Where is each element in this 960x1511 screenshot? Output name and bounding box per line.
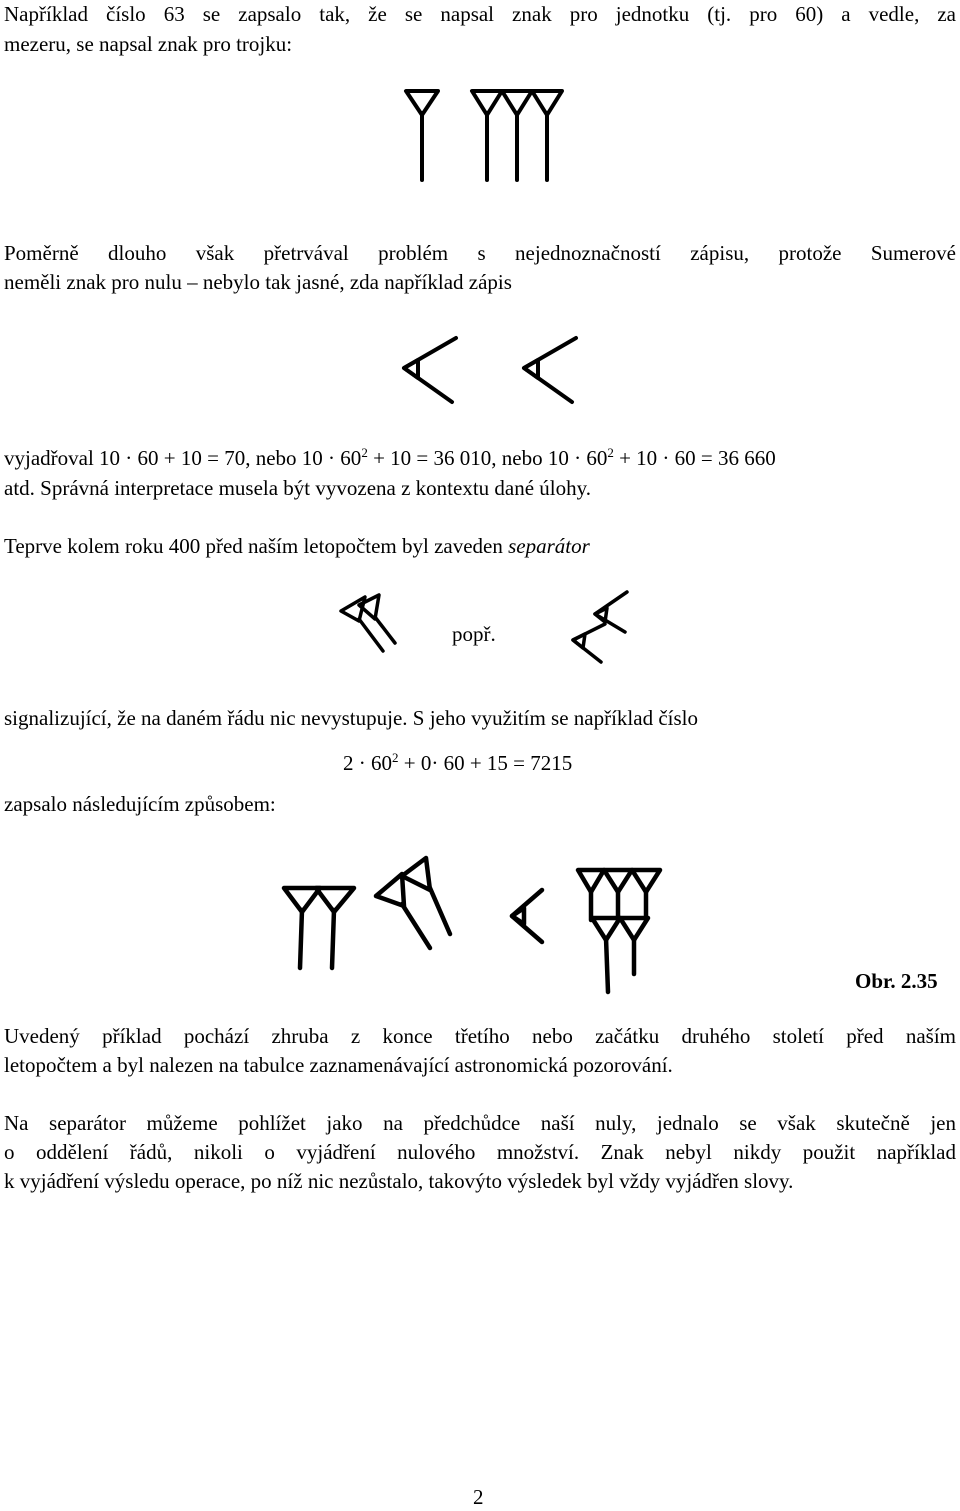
text-segment: + 10 · 60 = 36 660 xyxy=(613,446,776,470)
paragraph-line: Například číslo 63 se zapsalo tak, že se napsal znak pro jednotku (tj. pro 60) a vedle, za xyxy=(4,2,956,26)
superscript: 2 xyxy=(392,750,399,765)
or-label: popř. xyxy=(452,622,496,646)
paragraph-line: o oddělení řádů, nikoli o vyjádření nulového množství. Znak nebyl nikdy použit například xyxy=(4,1140,956,1164)
formula xyxy=(343,749,572,777)
italic-term: separátor xyxy=(508,534,590,558)
cuneiform-two-tens-figure xyxy=(392,332,592,412)
paragraph-line: letopočtem a byl nalezen na tabulce zaznamenávající astronomická pozorování. xyxy=(4,1053,673,1077)
paragraph-line: atd. Správná interpretace musela být vyvozena z kontextu dané úlohy. xyxy=(4,476,592,500)
paragraph-line xyxy=(4,444,956,473)
paragraph-line: zapsalo následujícím způsobem: xyxy=(4,792,276,816)
separator-glyph-b xyxy=(565,588,635,668)
cuneiform-63-figure xyxy=(400,85,570,185)
paragraph-line xyxy=(4,532,956,561)
figure-caption: Obr. 2.35 xyxy=(855,969,938,993)
paragraph-line: Na separátor můžeme pohlížet jako na předchůdce naší nuly, jednalo se však skutečně jen xyxy=(4,1111,956,1135)
paragraph-line: signalizující, že na daném řádu nic nevystupuje. S jeho využitím se například číslo xyxy=(4,706,698,730)
paragraph-line: k vyjádření výsledu operace, po níž nic nezůstalo, takovýto výsledek byl vždy vyjádřen slovy. xyxy=(4,1169,794,1193)
paragraph-line: Uvedený příklad pochází zhruba z konce třetího nebo začátku druhého století před naším xyxy=(4,1024,956,1048)
text-segment: Teprve kolem roku 400 před naším letopočtem byl zaveden xyxy=(4,534,509,558)
cuneiform-7215-figure xyxy=(280,850,700,1000)
text-segment: vyjadřoval 10 · 60 + 10 = 70, nebo 10 · 60 xyxy=(4,446,362,470)
page-number: 2 xyxy=(473,1485,484,1509)
paragraph-line: Poměrně dlouho však přetrvával problém s nejednoznačností zápisu, protože Sumerové xyxy=(4,241,956,265)
formula-part: 2 · 60 xyxy=(343,751,392,775)
paragraph-line: mezeru, se napsal znak pro trojku: xyxy=(4,32,293,56)
superscript: 2 xyxy=(361,445,368,460)
text-segment: + 10 = 36 010, nebo 10 · 60 xyxy=(367,446,608,470)
superscript: 2 xyxy=(607,445,614,460)
formula-part: + 0· 60 + 15 = 7215 xyxy=(398,751,573,775)
separator-glyph-a xyxy=(335,593,405,658)
paragraph-line: neměli znak pro nulu – nebylo tak jasné, zda například zápis xyxy=(4,270,512,294)
